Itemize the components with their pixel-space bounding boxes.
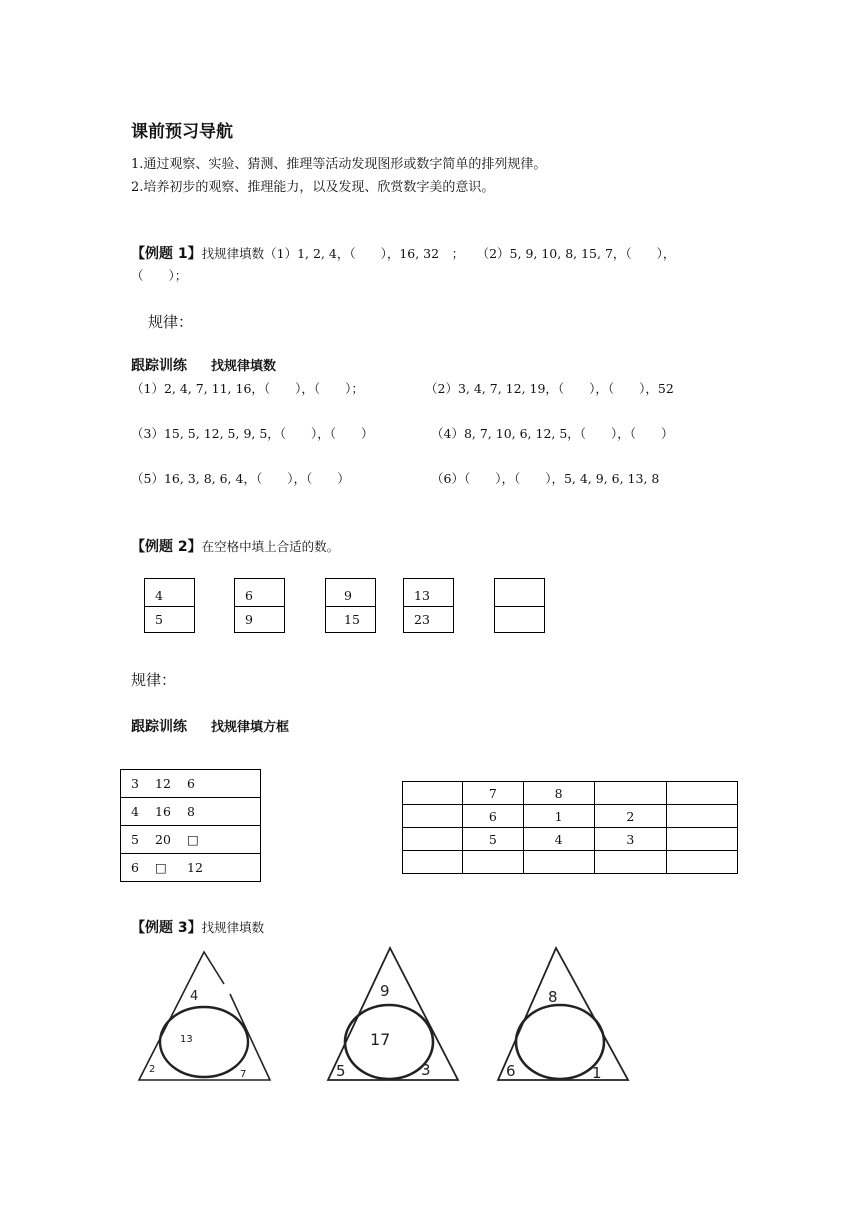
table-cell — [594, 851, 666, 874]
pair-bottom-value: 9 — [235, 606, 284, 633]
triangle-center-number: 13 — [180, 1034, 193, 1045]
example1-question — [131, 243, 675, 263]
pair-bottom-value: 23 — [404, 606, 453, 633]
example2-label: 【例题 2】 — [131, 539, 202, 555]
triangle-right-number: 3 — [421, 1061, 431, 1079]
pair-top-value: 4 — [155, 588, 163, 603]
triangle-figure — [136, 950, 274, 1084]
table-cell: 6 — [131, 860, 139, 875]
table-cell: 12 — [187, 860, 203, 875]
number-pair-box — [144, 578, 195, 633]
triangle-top-number: 9 — [380, 982, 390, 1000]
table-cell: 3 — [131, 776, 139, 791]
training1-q5: （5）16, 3, 8, 6, 4，（ ），（ ） — [131, 471, 350, 486]
table-cell — [463, 851, 523, 874]
table-cell: 7 — [463, 782, 523, 805]
training1-q6: （6）（ ），（ ），5, 4, 9, 6, 13, 8 — [431, 471, 660, 486]
table-cell — [403, 805, 463, 828]
learning-goal-2: 2.培养初步的观察、推理能力，以及发现、欣赏数字美的意识。 — [131, 180, 495, 195]
number-pair-box — [325, 578, 376, 633]
table-cell: 16 — [155, 804, 171, 819]
table-cell: 2 — [594, 805, 666, 828]
table-cell: 6 — [187, 776, 195, 791]
pattern-table-left — [120, 769, 261, 882]
table-cell — [666, 851, 737, 874]
pair-top-value: 13 — [414, 588, 430, 603]
blank-square[interactable]: □ — [155, 860, 167, 875]
table-cell — [403, 828, 463, 851]
table-cell: 8 — [523, 782, 594, 805]
table-cell: 3 — [594, 828, 666, 851]
triangle-figure — [494, 946, 632, 1084]
table-row — [403, 851, 738, 874]
learning-goal-1: 1.通过观察、实验、猜测、推理等活动发现图形或数字简单的排列规律。 — [131, 157, 547, 172]
triangle-center-number: 17 — [370, 1030, 391, 1049]
example1-text: 找规律填数（1）1, 2, 4，（ ），16, 32 ； （2）5, 9, 10, 8, 15, 7，（ ）， — [201, 246, 676, 261]
table-row — [403, 828, 738, 851]
training2-label: 跟踪训练 — [131, 719, 187, 735]
training1-q4: （4）8, 7, 10, 6, 12, 5，（ ），（ ） — [431, 426, 674, 441]
empty-pair-box[interactable] — [494, 578, 545, 633]
training2-subtitle: 找规律填方框 — [211, 720, 290, 735]
training1-label: 跟踪训练 — [131, 358, 187, 374]
table-cell: 6 — [463, 805, 523, 828]
number-pair-box — [234, 578, 285, 633]
training1-subtitle: 找规律填数 — [211, 359, 277, 374]
table-cell: 12 — [155, 776, 171, 791]
number-pair-box — [403, 578, 454, 633]
table-cell — [666, 805, 737, 828]
table-cell — [403, 851, 463, 874]
example2-rule-label: 规律： — [131, 671, 177, 689]
table-row — [121, 854, 261, 882]
example1-label: 【例题 1】 — [131, 246, 202, 262]
pair-top-blank[interactable] — [495, 579, 544, 606]
example1-rule-label: 规律： — [148, 313, 194, 331]
pair-top-value: 6 — [245, 588, 253, 603]
table-cell — [403, 782, 463, 805]
table-cell: 20 — [155, 832, 171, 847]
example2-text: 在空格中填上合适的数。 — [201, 539, 340, 554]
example3-text: 找规律填数 — [201, 920, 265, 935]
training1-q3: （3）15, 5, 12, 5, 9, 5，（ ），（ ） — [131, 426, 374, 441]
triangle-right-number: 7 — [240, 1069, 247, 1080]
triangle-left-number: 5 — [336, 1062, 346, 1080]
pair-top-value: 9 — [344, 588, 352, 603]
example2-question — [131, 536, 339, 556]
triangle-left-number: 6 — [506, 1062, 516, 1080]
training1-q1: （1）2, 4, 7, 11, 16，（ ），（ ）； — [131, 381, 364, 396]
training2-heading — [131, 716, 289, 736]
table-row — [403, 782, 738, 805]
example3-question — [131, 917, 264, 937]
table-row — [403, 805, 738, 828]
table-row — [121, 798, 261, 826]
pattern-table-right — [402, 781, 738, 874]
table-cell: 8 — [187, 804, 195, 819]
table-cell: 4 — [131, 804, 139, 819]
pair-bottom-value: 15 — [326, 606, 375, 633]
triangle-top-number: 8 — [548, 988, 558, 1006]
table-cell — [666, 782, 737, 805]
blank-square[interactable]: □ — [187, 832, 199, 847]
triangle-right-number: 1 — [592, 1064, 602, 1082]
triangle-figure — [324, 946, 462, 1084]
triangle-top-number: 4 — [190, 989, 199, 1004]
table-cell: 5 — [463, 828, 523, 851]
table-cell — [594, 782, 666, 805]
table-cell: 5 — [131, 832, 139, 847]
pair-bottom-blank[interactable] — [495, 606, 544, 633]
table-cell — [666, 828, 737, 851]
table-cell: 1 — [523, 805, 594, 828]
page-title: 课前预习导航 — [131, 122, 233, 142]
table-cell — [523, 851, 594, 874]
table-row — [121, 826, 261, 854]
triangle-left-number: 2 — [149, 1064, 156, 1075]
pair-bottom-value: 5 — [145, 606, 194, 633]
training1-heading — [131, 355, 276, 375]
training1-q2: （2）3, 4, 7, 12, 19，（ ），（ ），52 — [425, 381, 674, 396]
table-cell: 4 — [523, 828, 594, 851]
example3-label: 【例题 3】 — [131, 920, 202, 936]
table-row — [121, 770, 261, 798]
example1-text-continued: （ ）； — [131, 268, 188, 283]
